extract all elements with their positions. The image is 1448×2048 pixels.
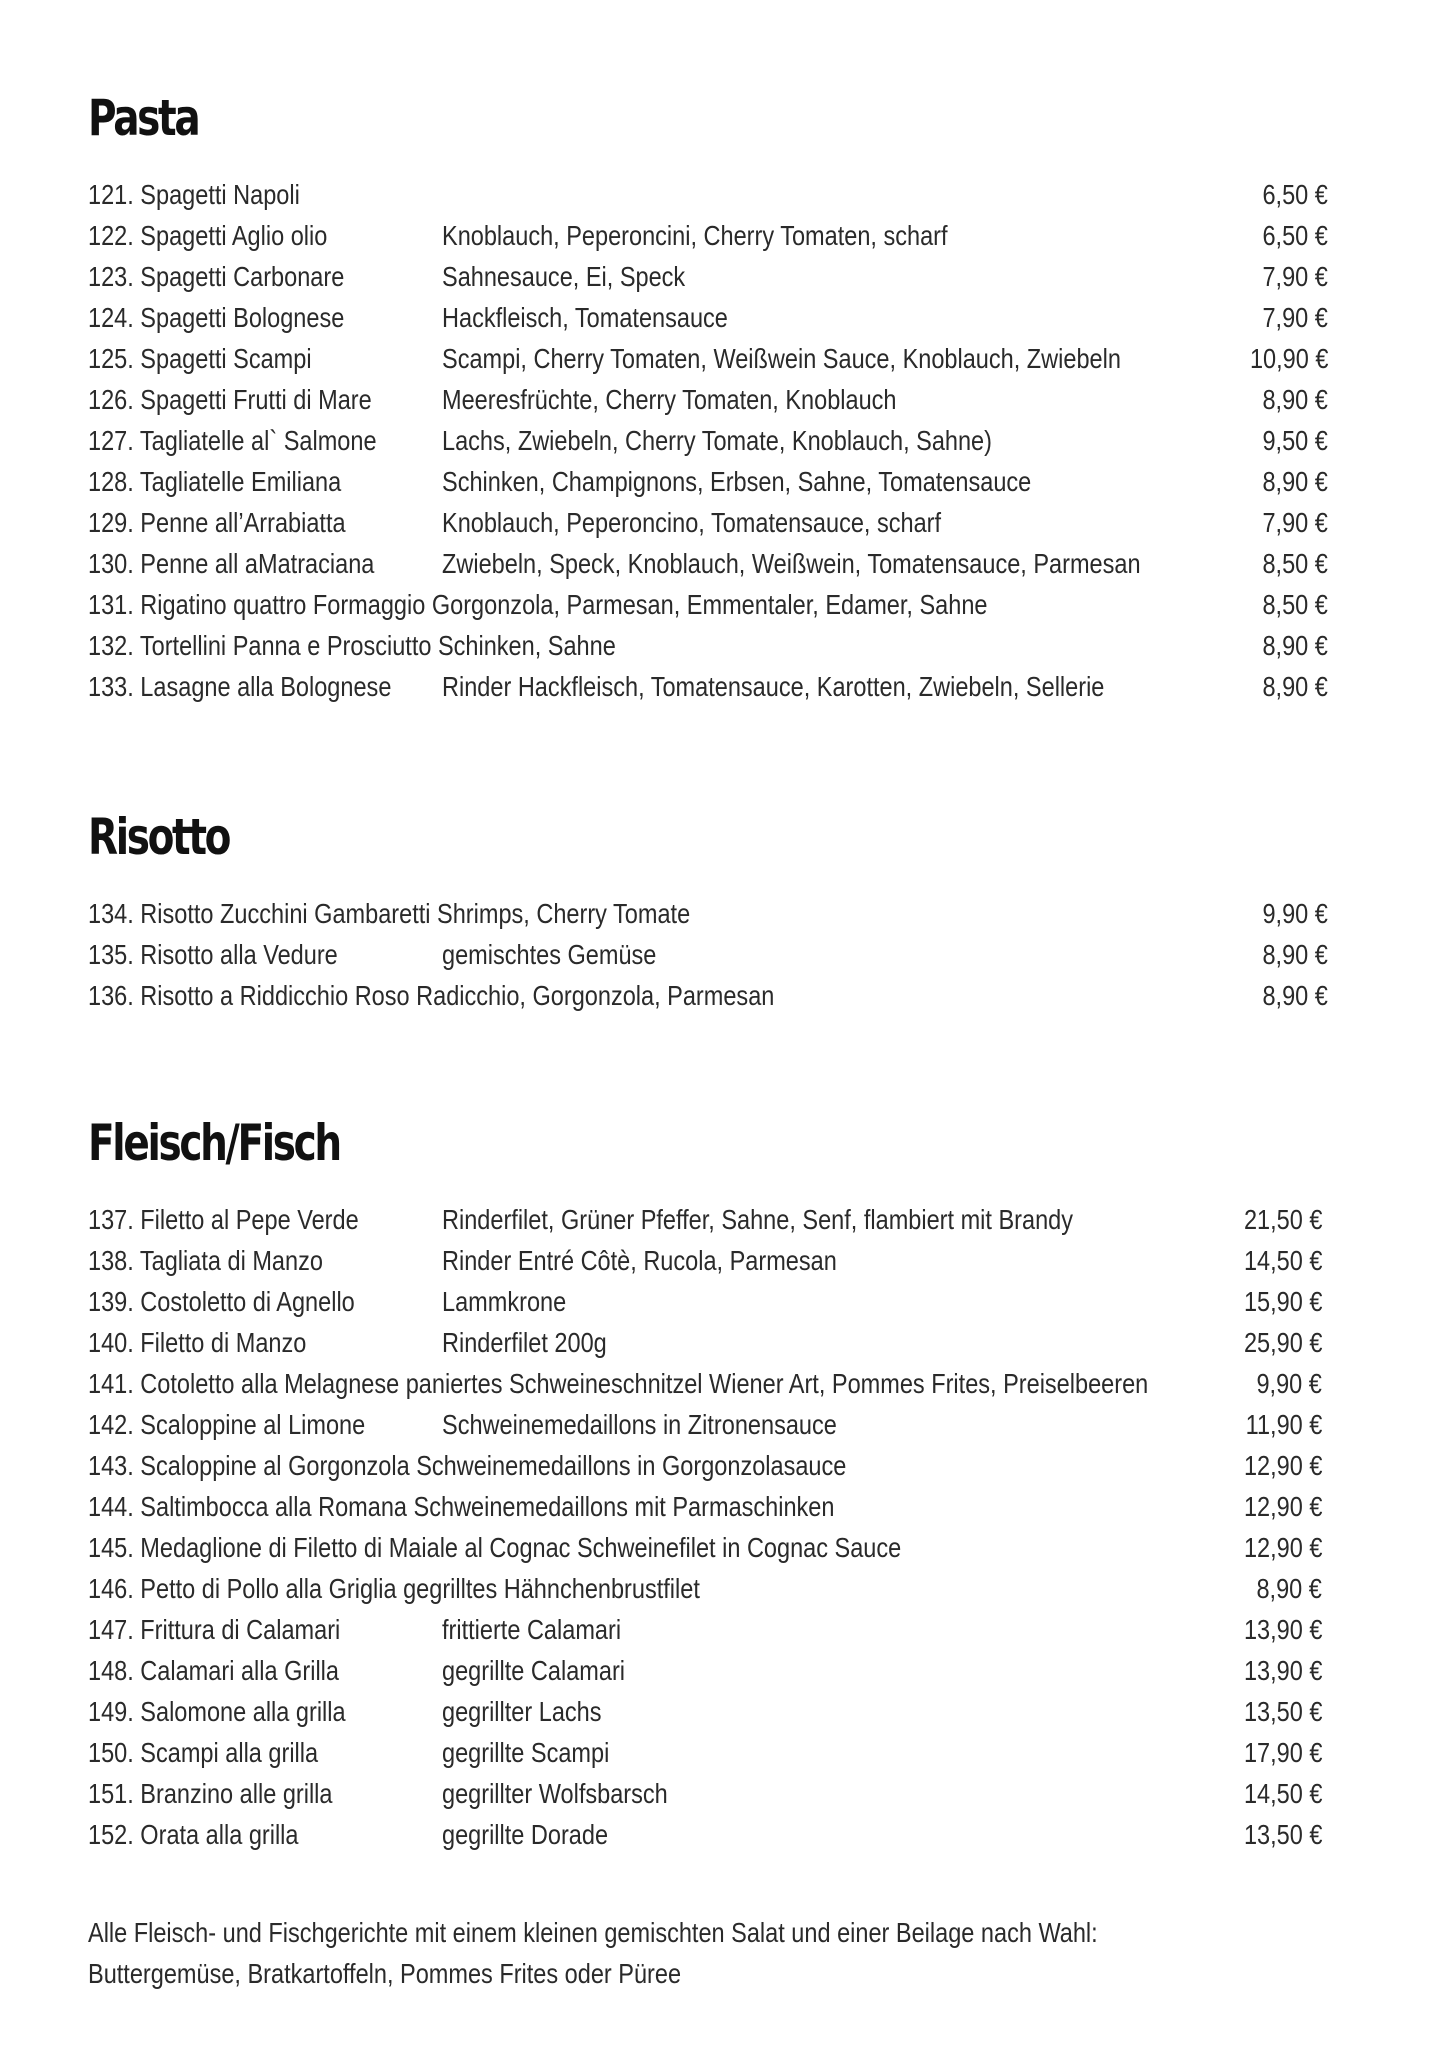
menu-item-name: 152. Orata alla grilla [88, 1819, 299, 1850]
menu-item-price: 13,90 € [1243, 1614, 1322, 1645]
menu-item [88, 1691, 1328, 1732]
menu-item-price: 17,90 € [1243, 1737, 1322, 1768]
menu-item-name: 128. Tagliatelle Emiliana [88, 466, 342, 497]
menu-item-description: gegrillter Wolfsbarsch [442, 1778, 668, 1809]
fleisch-section [88, 1111, 1328, 1855]
menu-item-name: 141. Cotoletto alla Melagnese paniertes Schweineschnitzel Wiener Art, Pommes Frites, Preiselbeeren [88, 1368, 1149, 1399]
menu-item-price: 8,90 € [1262, 671, 1328, 702]
menu-item-price: 6,50 € [1262, 220, 1328, 251]
menu-item [88, 297, 1328, 338]
menu-item-description: Lammkrone [442, 1286, 567, 1317]
menu-item [88, 420, 1328, 461]
menu-item-price: 7,90 € [1262, 507, 1328, 538]
menu-item-price: 11,90 € [1245, 1409, 1322, 1440]
menu-item-price: 7,90 € [1262, 261, 1328, 292]
menu-item-description: gegrillter Lachs [442, 1696, 602, 1727]
menu-item-description: Sahnesauce, Ei, Speck [442, 261, 686, 292]
menu-item [88, 379, 1328, 420]
menu-item-name: 150. Scampi alla grilla [88, 1737, 319, 1768]
menu-item [88, 502, 1328, 543]
menu-item-name: 124. Spagetti Bolognese [88, 302, 345, 333]
menu-item-name: 129. Penne all’Arrabiatta [88, 507, 346, 538]
side-dish-note [88, 1912, 1388, 1994]
menu-item-name: 132. Tortellini Panna e Prosciutto Schinken, Sahne [88, 630, 616, 661]
menu-item-price: 9,90 € [1262, 898, 1328, 929]
menu-item-price: 14,50 € [1243, 1245, 1322, 1276]
menu-item-description: Rinder Hackfleisch, Tomatensauce, Karotten, Zwiebeln, Sellerie [442, 671, 1105, 702]
menu-item [88, 174, 1328, 215]
menu-item-price: 25,90 € [1243, 1327, 1322, 1358]
menu-item-description: Rinderfilet, Grüner Pfeffer, Sahne, Senf, flambiert mit Brandy [442, 1204, 1073, 1235]
menu-item-description: frittierte Calamari [442, 1614, 622, 1645]
menu-item-description: Rinderfilet 200g [442, 1327, 607, 1358]
menu-item [88, 1650, 1328, 1691]
menu-item-price: 8,90 € [1262, 980, 1328, 1011]
menu-item-price: 13,50 € [1243, 1819, 1322, 1850]
menu-item [88, 934, 1328, 975]
section-title-fleisch-fisch: Fleisch/Fisch [88, 1114, 340, 1172]
menu-item-price: 14,50 € [1243, 1778, 1322, 1809]
risotto-list [88, 893, 1328, 1016]
menu-item-name: 125. Spagetti Scampi [88, 343, 312, 374]
menu-item [88, 1814, 1328, 1855]
menu-item-price: 6,50 € [1262, 179, 1328, 210]
menu-item-price: 13,90 € [1243, 1655, 1322, 1686]
menu-item-price: 8,90 € [1262, 384, 1328, 415]
menu-item [88, 256, 1328, 297]
menu-item [88, 543, 1328, 584]
menu-item [88, 1363, 1328, 1404]
menu-item-price: 21,50 € [1243, 1204, 1322, 1235]
menu-item-price: 8,50 € [1262, 548, 1328, 579]
menu-item-name: 136. Risotto a Riddicchio Roso Radicchio, Gorgonzola, Parmesan [88, 980, 775, 1011]
menu-item-description: gemischtes Gemüse [442, 939, 657, 970]
menu-item-price: 9,90 € [1256, 1368, 1322, 1399]
menu-item-price: 12,90 € [1243, 1532, 1322, 1563]
menu-item-price: 12,90 € [1243, 1491, 1322, 1522]
menu-item-name: 151. Branzino alle grilla [88, 1778, 333, 1809]
menu-item-description: Hackfleisch, Tomatensauce [442, 302, 728, 333]
menu-item-name: 145. Medaglione di Filetto di Maiale al Cognac Schweinefilet in Cognac Sauce [88, 1532, 902, 1563]
menu-item [88, 461, 1328, 502]
menu-item-description: Knoblauch, Peperoncino, Tomatensauce, scharf [442, 507, 942, 538]
menu-item-name: 130. Penne all aMatraciana [88, 548, 375, 579]
menu-item [88, 215, 1328, 256]
menu-item [88, 893, 1328, 934]
section-title-risotto: Risotto [88, 808, 230, 866]
menu-item-description: Schweinemedaillons in Zitronensauce [442, 1409, 837, 1440]
menu-item-description: Knoblauch, Peperoncini, Cherry Tomaten, scharf [442, 220, 948, 251]
menu-item-price: 10,90 € [1249, 343, 1328, 374]
menu-item [88, 1404, 1328, 1445]
menu-item-price: 8,90 € [1262, 466, 1328, 497]
menu-item-name: 134. Risotto Zucchini Gambaretti Shrimps, Cherry Tomate [88, 898, 691, 929]
menu-item-price: 13,50 € [1243, 1696, 1322, 1727]
menu-item-description: Lachs, Zwiebeln, Cherry Tomate, Knoblauch, Sahne) [442, 425, 992, 456]
menu-item-price: 8,90 € [1262, 939, 1328, 970]
menu-item-description: gegrillte Calamari [442, 1655, 626, 1686]
menu-item-name: 143. Scaloppine al Gorgonzola Schweinemedaillons in Gorgonzolasauce [88, 1450, 847, 1481]
menu-item-price: 9,50 € [1262, 425, 1328, 456]
menu-item-name: 140. Filetto di Manzo [88, 1327, 307, 1358]
section-title-pasta: Pasta [88, 89, 199, 147]
menu-item-name: 142. Scaloppine al Limone [88, 1409, 366, 1440]
menu-item [88, 1486, 1328, 1527]
menu-item [88, 1445, 1328, 1486]
menu-item [88, 975, 1328, 1016]
menu-item [88, 666, 1328, 707]
menu-item-price: 8,90 € [1262, 630, 1328, 661]
menu-item-name: 121. Spagetti Napoli [88, 179, 300, 210]
menu-item-name: 135. Risotto alla Vedure [88, 939, 338, 970]
menu-item-name: 138. Tagliata di Manzo [88, 1245, 323, 1276]
menu-item [88, 584, 1328, 625]
menu-item-name: 137. Filetto al Pepe Verde [88, 1204, 359, 1235]
risotto-section [88, 805, 1328, 1016]
menu-item-description: gegrillte Dorade [442, 1819, 609, 1850]
menu-item [88, 1199, 1328, 1240]
menu-item-name: 139. Costoletto di Agnello [88, 1286, 355, 1317]
note-line-1: Alle Fleisch- und Fischgerichte mit einem kleinen gemischten Salat und einer Beilage nach Wahl: [88, 1917, 1098, 1948]
menu-item-price: 15,90 € [1243, 1286, 1322, 1317]
menu-item [88, 1773, 1328, 1814]
menu-item-description: Scampi, Cherry Tomaten, Weißwein Sauce, Knoblauch, Zwiebeln [442, 343, 1121, 374]
menu-item-price: 8,50 € [1262, 589, 1328, 620]
menu-item [88, 1322, 1328, 1363]
menu-item-name: 144. Saltimbocca alla Romana Schweinemedaillons mit Parmaschinken [88, 1491, 835, 1522]
menu-item-name: 122. Spagetti Aglio olio [88, 220, 328, 251]
menu-item [88, 1609, 1328, 1650]
menu-item-description: Schinken, Champignons, Erbsen, Sahne, Tomatensauce [442, 466, 1032, 497]
menu-item-name: 126. Spagetti Frutti di Mare [88, 384, 372, 415]
menu-item [88, 1240, 1328, 1281]
menu-item-name: 127. Tagliatelle al` Salmone [88, 425, 377, 456]
menu-item [88, 338, 1328, 379]
menu-item-price: 12,90 € [1243, 1450, 1322, 1481]
pasta-section [88, 86, 1328, 707]
menu-item [88, 1527, 1328, 1568]
menu-item-name: 147. Frittura di Calamari [88, 1614, 341, 1645]
note-line-2: Buttergemüse, Bratkartoffeln, Pommes Frites oder Püree [88, 1958, 682, 1989]
menu-item [88, 1568, 1328, 1609]
menu-item-name: 123. Spagetti Carbonare [88, 261, 345, 292]
menu-item-description: Rinder Entré Côtè, Rucola, Parmesan [442, 1245, 837, 1276]
menu-item-name: 133. Lasagne alla Bolognese [88, 671, 392, 702]
menu-item-price: 8,90 € [1256, 1573, 1322, 1604]
menu-item-description: Meeresfrüchte, Cherry Tomaten, Knoblauch [442, 384, 897, 415]
menu-item [88, 625, 1328, 666]
menu-item-name: 148. Calamari alla Grilla [88, 1655, 339, 1686]
fleisch-list [88, 1199, 1328, 1855]
menu-item-description: gegrillte Scampi [442, 1737, 610, 1768]
pasta-list [88, 174, 1328, 707]
menu-item-name: 146. Petto di Pollo alla Griglia gegrilltes Hähnchenbrustfilet [88, 1573, 700, 1604]
menu-item [88, 1732, 1328, 1773]
menu-item-name: 131. Rigatino quattro Formaggio Gorgonzola, Parmesan, Emmentaler, Edamer, Sahne [88, 589, 988, 620]
menu-item-description: Zwiebeln, Speck, Knoblauch, Weißwein, Tomatensauce, Parmesan [442, 548, 1141, 579]
menu-item-name: 149. Salomone alla grilla [88, 1696, 346, 1727]
menu-item-price: 7,90 € [1262, 302, 1328, 333]
menu-item [88, 1281, 1328, 1322]
